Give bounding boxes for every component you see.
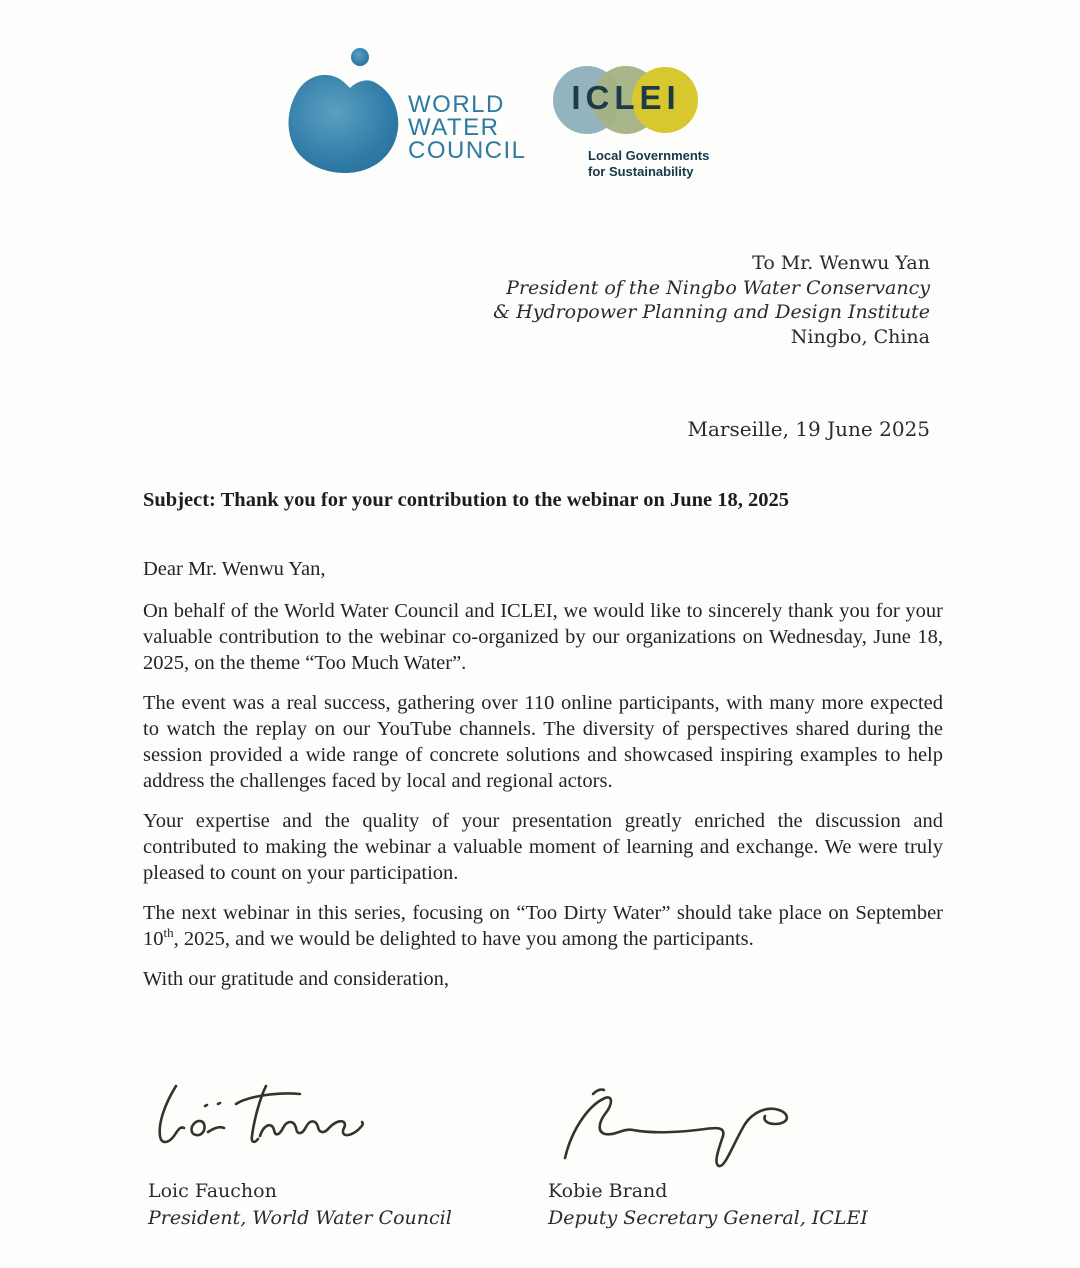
ordinal-superscript: th — [163, 925, 174, 941]
loic-fauchon-signature — [148, 1078, 378, 1166]
paragraph-3: Your expertise and the quality of your presentation greatly enriched the discussion and contributed to making the webinar a valuable moment of learning and exchange. We were truly pleased to count on your participation. — [143, 810, 943, 884]
date-line: Marseille, 19 June 2025 — [687, 417, 930, 441]
wwc-wordmark — [408, 93, 527, 162]
signer-name-right: Kobie Brand — [548, 1180, 668, 1202]
wwc-word-3: COUNCIL — [408, 137, 527, 164]
paragraph-4-start: The next webinar in this series, focusing on “Too Dirty Water” should take place on September 10 — [143, 902, 943, 950]
paragraph-1: On behalf of the World Water Council and ICLEI, we would like to sincerely thank you for your valuable contribution to the webinar co-organized by our organizations on Wednesday, June 18, 2025, on the theme “Too Much Water”. — [143, 600, 943, 674]
signer-name-left: Loic Fauchon — [148, 1180, 277, 1202]
paragraph-4 — [143, 900, 943, 952]
signature-block-left — [148, 1178, 452, 1232]
iclei-tagline — [588, 148, 709, 179]
recipient-name: To Mr. Wenwu Yan — [752, 252, 930, 274]
paragraph-4-end: , 2025, and we would be delighted to have you among the participants. — [173, 928, 754, 950]
iclei-wordmark: ICLEI — [571, 79, 681, 116]
iclei-tagline-line-1: Local Governments — [588, 148, 710, 163]
signer-title-right: Deputy Secretary General, ICLEI — [548, 1207, 868, 1229]
paragraph-2: The event was a real success, gathering over 110 online participants, with many more expected to watch the replay on our YouTube channels. The diversity of perspectives shared during the session provided a wide range of concrete solutions and showcased inspiring examples to help address the challenges faced by local and regional actors. — [143, 692, 943, 792]
iclei-tagline-line-2: for Sustainability — [588, 163, 694, 179]
kobie-brand-signature — [553, 1082, 803, 1172]
letter-body — [143, 556, 943, 1006]
subject-line: Subject: Thank you for your contribution to the webinar on June 18, 2025 — [143, 489, 790, 511]
closing-line: With our gratitude and consideration, — [143, 968, 450, 990]
recipient-title-line-2: & Hydropower Planning and Design Institute — [493, 301, 930, 323]
wwc-word-1: WORLD — [408, 91, 505, 118]
recipient-title-line-1: President of the Ningbo Water Conservancy — [506, 276, 930, 299]
recipient-city: Ningbo, China — [790, 325, 930, 348]
water-drop-icon — [286, 44, 404, 176]
iclei-logo — [551, 60, 711, 179]
world-water-council-logo — [286, 44, 526, 179]
wwc-word-2: WATER — [408, 114, 500, 141]
signer-title-left: President, World Water Council — [148, 1207, 452, 1229]
signature-block-right — [548, 1178, 868, 1232]
salutation: Dear Mr. Wenwu Yan, — [143, 558, 326, 580]
recipient-address — [493, 251, 930, 349]
